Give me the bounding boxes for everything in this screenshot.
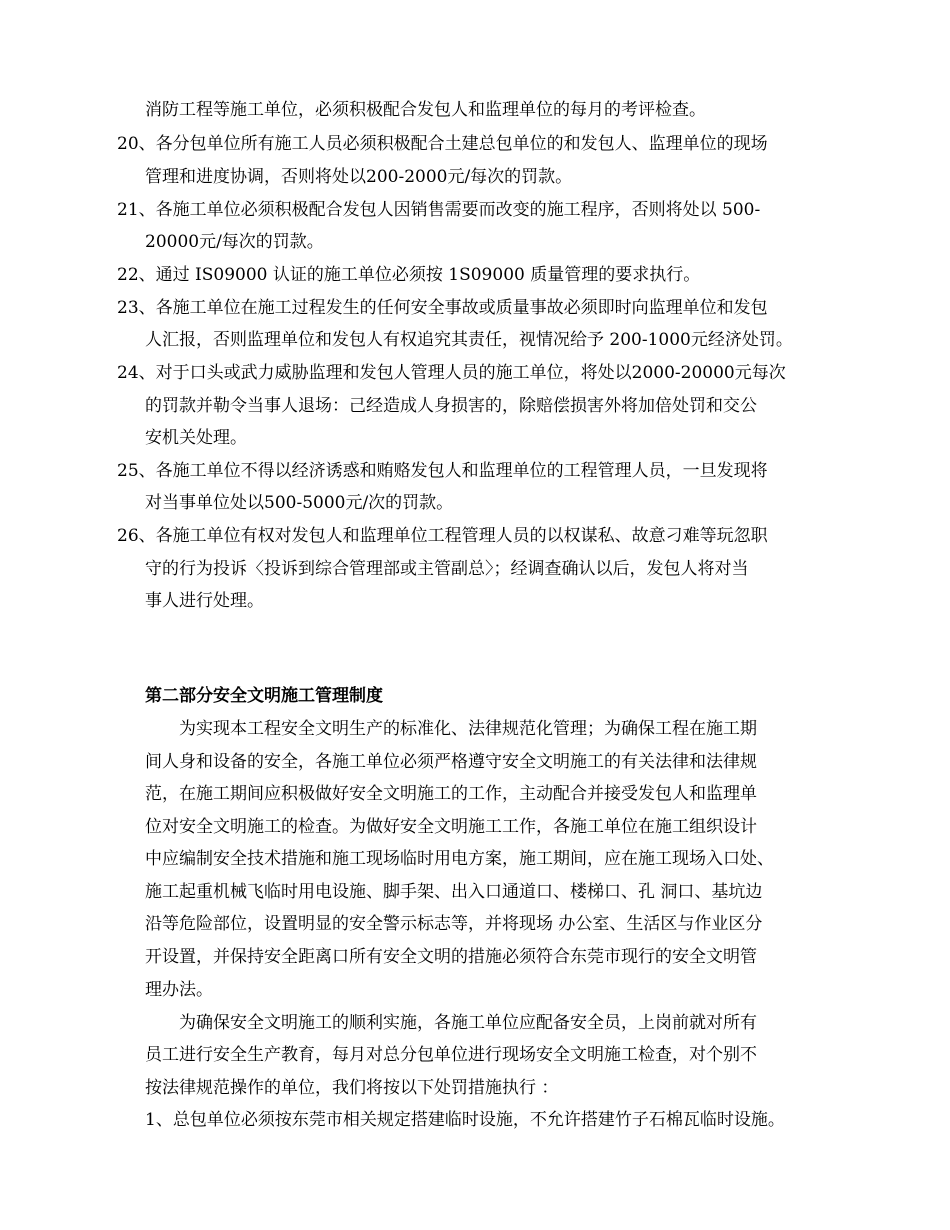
list-item-23-line-2: 人汇报，否则监理单位和发包人有权追究其责任，视情况给予 200-1000元经济处罚。: [145, 330, 793, 350]
list-item-26-line-1: 26、各施工单位有权对发包人和监理单位工程管理人员的以权谋私、故意刁难等玩忽职: [117, 526, 768, 546]
list-item-24-line-2: 的罚款并勒令当事人退场：己经造成人身损害的，除赔偿损害外将加倍处罚和交公: [145, 396, 757, 416]
paragraph-2-line-3: 按法律规范操作的单位，我们将按以下处罚措施执行 ：: [145, 1078, 559, 1098]
paragraph-1-line-7: 沿等危险部位，设置明显的安全警示标志等，并将现场 办公室、生活区与作业区分: [145, 914, 763, 934]
list-item-24-line-1: 24、对于口头或武力威胁监理和发包人管理人员的施工单位，将处以2000-20000元每次: [117, 363, 786, 383]
paragraph-1-line-3: 范，在施工期间应积极做好安全文明施工的工作，主动配合并接受发包人和监理单: [145, 784, 757, 804]
list-item-22-line-1: 22、通过 IS09000 认证的施工单位必须按 1S09000 质量管理的要求执行。: [117, 265, 701, 285]
paragraph-2-line-2: 员工进行安全生产教育，每月对总分包单位进行现场安全文明施工检查，对个别不: [145, 1045, 757, 1065]
list-item-23-line-1: 23、各施工单位在施工过程发生的任何安全事故或质量事故必须即时向监理单位和发包: [117, 298, 768, 318]
section-heading: 第二部分安全文明施工管理制度: [145, 686, 383, 706]
list-item-21-line-1: 21、各施工单位必须积极配合发包人因销售需要而改变的施工程序，否则将处以 500-: [117, 200, 761, 220]
paragraph-1-line-9: 理办法。: [145, 980, 213, 1000]
list-item-24-line-3: 安机关处理。: [145, 428, 247, 448]
list-item-21-line-2: 20000元/每次的罚款。: [145, 232, 324, 252]
list-item-25-line-2: 对当事单位处以500-5000元/次的罚款。: [145, 493, 454, 513]
list-item-20-line-1: 20、各分包单位所有施工人员必须积极配合土建总包单位的和发包人、监理单位的现场: [117, 134, 768, 154]
paragraph-2-line-1: 为确保安全文明施工的顺利实施，各施工单位应配备安全员，上岗前就对所有: [179, 1013, 757, 1033]
list-item-20-line-2: 管理和进度协调，否则将处以200-2000元/每次的罚款。: [145, 167, 573, 187]
paragraph-1-line-8: 开设置，并保持安全距离口所有安全文明的措施必须符合东莞市现行的安全文明管: [145, 947, 757, 967]
list-item-26-line-2: 守的行为投诉〈投诉到综合管理部或主管副总〉；经调查确认以后，发包人将对当: [145, 559, 749, 579]
paragraph-1-line-4: 位对安全文明施工的检查。为做好安全文明施工工作，各施工单位在施工组织设计: [145, 817, 757, 837]
paragraph-1-line-6: 施工起重机械飞临时用电设施、脚手架、出入口通道口、楼梯口、孔 洞口、基坑边: [145, 882, 763, 902]
paragraph-1-line-5: 中应编制安全技术措施和施工现场临时用电方案，施工期间，应在施工现场入口处、: [145, 849, 774, 869]
paragraph-1-line-1: 为实现本工程安全文明生产的标准化、法律规范化管理；为确保工程在施工期: [179, 719, 757, 739]
list-item-26-line-3: 事人进行处理。: [145, 591, 264, 611]
safety-item-1: 1、总包单位必须按东莞市相关规定搭建临时设施，不允许搭建竹子石棉瓦临时设施。: [145, 1110, 785, 1130]
paragraph-1-line-2: 间人身和设备的安全，各施工单位必须严格遵守安全文明施工的有关法律和法律规: [145, 752, 757, 772]
list-continuation-line: 消防工程等施工单位，必须积极配合发包人和监理单位的每月的考评检查。: [145, 100, 706, 120]
list-item-25-line-1: 25、各施工单位不得以经济诱惑和贿赂发包人和监理单位的工程管理人员，一旦发现将: [117, 461, 768, 481]
